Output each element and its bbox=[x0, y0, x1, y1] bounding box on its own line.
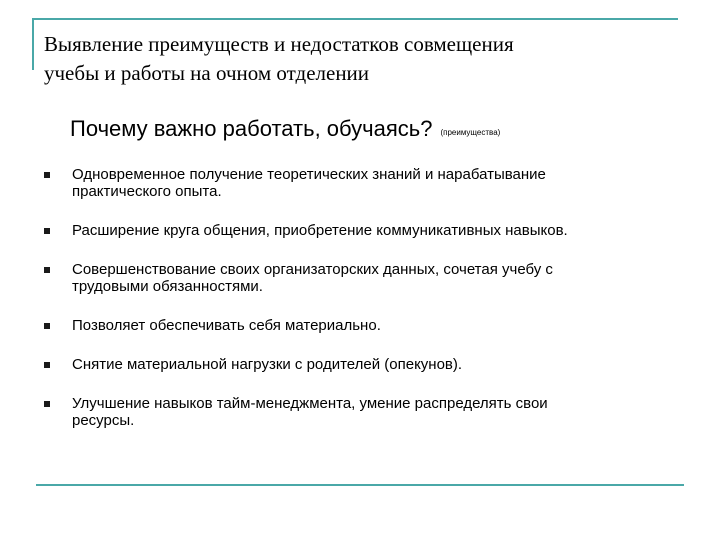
bullet-text-line: Расширение круга общения, приобретение коммуникативных навыков. bbox=[72, 222, 568, 239]
slide-title-line-2: учебы и работы на очном отделении bbox=[44, 61, 370, 85]
square-bullet-icon bbox=[44, 172, 50, 178]
square-bullet-icon bbox=[44, 267, 50, 273]
title-frame-left-line bbox=[32, 18, 34, 70]
bullet-text-line: Снятие материальной нагрузки с родителей (опекунов). bbox=[72, 356, 463, 373]
bullet-item bbox=[44, 356, 674, 373]
square-bullet-icon bbox=[44, 323, 50, 329]
bullet-text-line: Совершенствование своих организаторских данных, сочетая учебу с bbox=[72, 261, 553, 278]
bullet-item bbox=[44, 395, 674, 429]
slide-subtitle bbox=[70, 114, 500, 144]
subtitle-question: Почему важно работать, обучаясь? bbox=[70, 116, 433, 141]
subtitle-note: (преимущества) bbox=[440, 128, 501, 137]
slide-title-line-1: Выявление преимуществ и недостатков совмещения bbox=[44, 32, 514, 56]
square-bullet-icon bbox=[44, 362, 50, 368]
bullet-text-line: Одновременное получение теоретических знаний и нарабатывание bbox=[72, 166, 546, 183]
bullet-text-line: практического опыта. bbox=[72, 183, 222, 200]
bullet-item bbox=[44, 261, 674, 295]
bullet-item bbox=[44, 317, 674, 334]
bullet-text-line: Позволяет обеспечивать себя материально. bbox=[72, 317, 381, 334]
bullet-item bbox=[44, 166, 674, 200]
bullet-text-line: ресурсы. bbox=[72, 412, 135, 429]
bullet-list bbox=[44, 166, 674, 429]
footer-divider-line bbox=[36, 484, 684, 486]
title-frame-top-line bbox=[32, 18, 678, 20]
square-bullet-icon bbox=[44, 401, 50, 407]
bullet-item bbox=[44, 222, 674, 239]
bullet-text-line: трудовыми обязанностями. bbox=[72, 278, 263, 295]
square-bullet-icon bbox=[44, 228, 50, 234]
bullet-text-line: Улучшение навыков тайм-менеджмента, умение распределять свои bbox=[72, 395, 548, 412]
slide-title bbox=[44, 30, 684, 88]
